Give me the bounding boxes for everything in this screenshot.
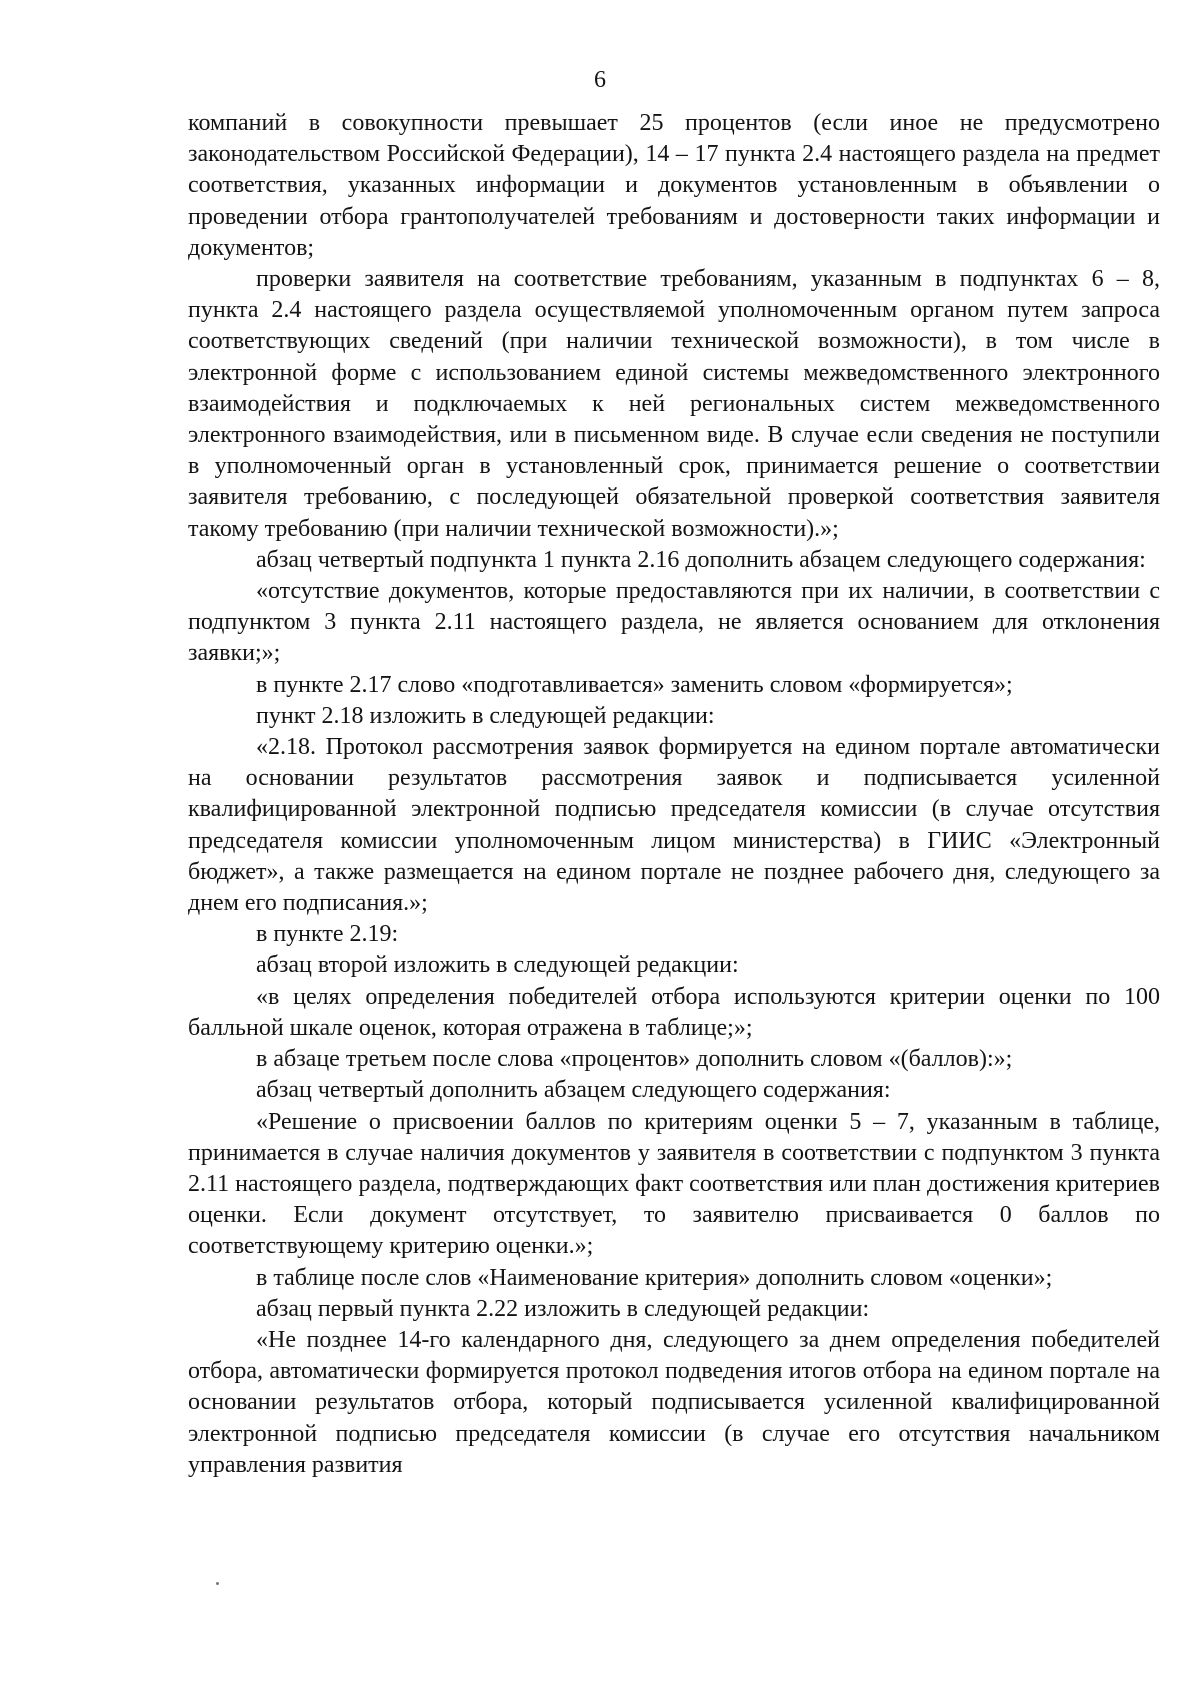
paragraph-6: пункт 2.18 изложить в следующей редакции:	[256, 702, 715, 729]
page-number: 6	[594, 67, 606, 93]
paragraph-4: «отсутствие документов, которые предоставляются при их наличии, в соответствии с подпунктом 3 пункта 2.11 настоящего раздела, не является основанием для отклонения заявки;»;	[188, 578, 1160, 667]
paragraph-12: абзац четвертый дополнить абзацем следующего содержания:	[256, 1077, 891, 1104]
scan-speck	[216, 1582, 219, 1585]
paragraph-1: компаний в совокупности превышает 25 процентов (если иное не предусмотрено законодательством Российской Федерации), 14 – 17 пункта 2.4 настоящего раздела на предмет соответствия, указанных информации и документов установленным в объявлении о проведении отбора грантополучателей требованиям и достоверности таких информации и документов;	[188, 110, 1160, 261]
paragraph-16: «Не позднее 14-го календарного дня, следующего за днем определения победителей отбора, автоматически формируется протокол подведения итогов отбора на едином портале на основании результатов отбора, который подписывается усиленной квалифицированной электронной подписью председателя комиссии (в случае его отсутствия начальником управления развития	[188, 1326, 1160, 1478]
paragraph-8: в пункте 2.19:	[256, 921, 399, 948]
paragraph-3: абзац четвертый подпункта 1 пункта 2.16 дополнить абзацем следующего содержания:	[256, 546, 1146, 573]
paragraph-5: в пункте 2.17 слово «подготавливается» заменить словом «формируется»;	[256, 671, 1013, 698]
paragraph-2: проверки заявителя на соответствие требованиям, указанным в подпунктах 6 – 8, пункта 2.4 настоящего раздела осуществляемой уполномоченным органом путем запроса соответствующих сведений (при наличии технической возможности), в том числе в электронной форме с использованием единой системы межведомственного электронного взаимодействия и подключаемых к ней региональных систем межведомственного электронного взаимодействия, или в письменном виде. В случае если сведения не поступили в уполномоченный орган в установленный срок, принимается решение о соответствии заявителя требованию, с последующей обязательной проверкой соответствия заявителя такому требованию (при наличии технической возможности).»;	[188, 266, 1160, 542]
document-body	[188, 108, 1160, 1481]
paragraph-14: в таблице после слов «Наименование критерия» дополнить словом «оценки»;	[256, 1264, 1053, 1291]
paragraph-15: абзац первый пункта 2.22 изложить в следующей редакции:	[256, 1295, 870, 1322]
paragraph-9: абзац второй изложить в следующей редакции:	[256, 952, 739, 979]
paragraph-11: в абзаце третьем после слова «процентов» дополнить словом «(баллов):»;	[256, 1046, 1013, 1073]
paragraph-7: «2.18. Протокол рассмотрения заявок формируется на едином портале автоматически на основании результатов рассмотрения заявок и подписывается усиленной квалифицированной электронной подписью председателя комиссии (в случае отсутствия председателя комиссии уполномоченным лицом министерства) в ГИИС «Электронный бюджет», а также размещается на едином портале не позднее рабочего дня, следующего за днем его подписания.»;	[188, 734, 1160, 917]
paragraph-10: «в целях определения победителей отбора используются критерии оценки по 100 балльной шкале оценок, которая отражена в таблице;»;	[188, 983, 1160, 1041]
paragraph-13: «Решение о присвоении баллов по критериям оценки 5 – 7, указанным в таблице, принимается в случае наличия документов у заявителя в соответствии с подпунктом 3 пункта 2.11 настоящего раздела, подтверждающих факт соответствия или план достижения критериев оценки. Если документ отсутствует, то заявителю присваивается 0 баллов по соответствующему критерию оценки.»;	[188, 1108, 1160, 1260]
